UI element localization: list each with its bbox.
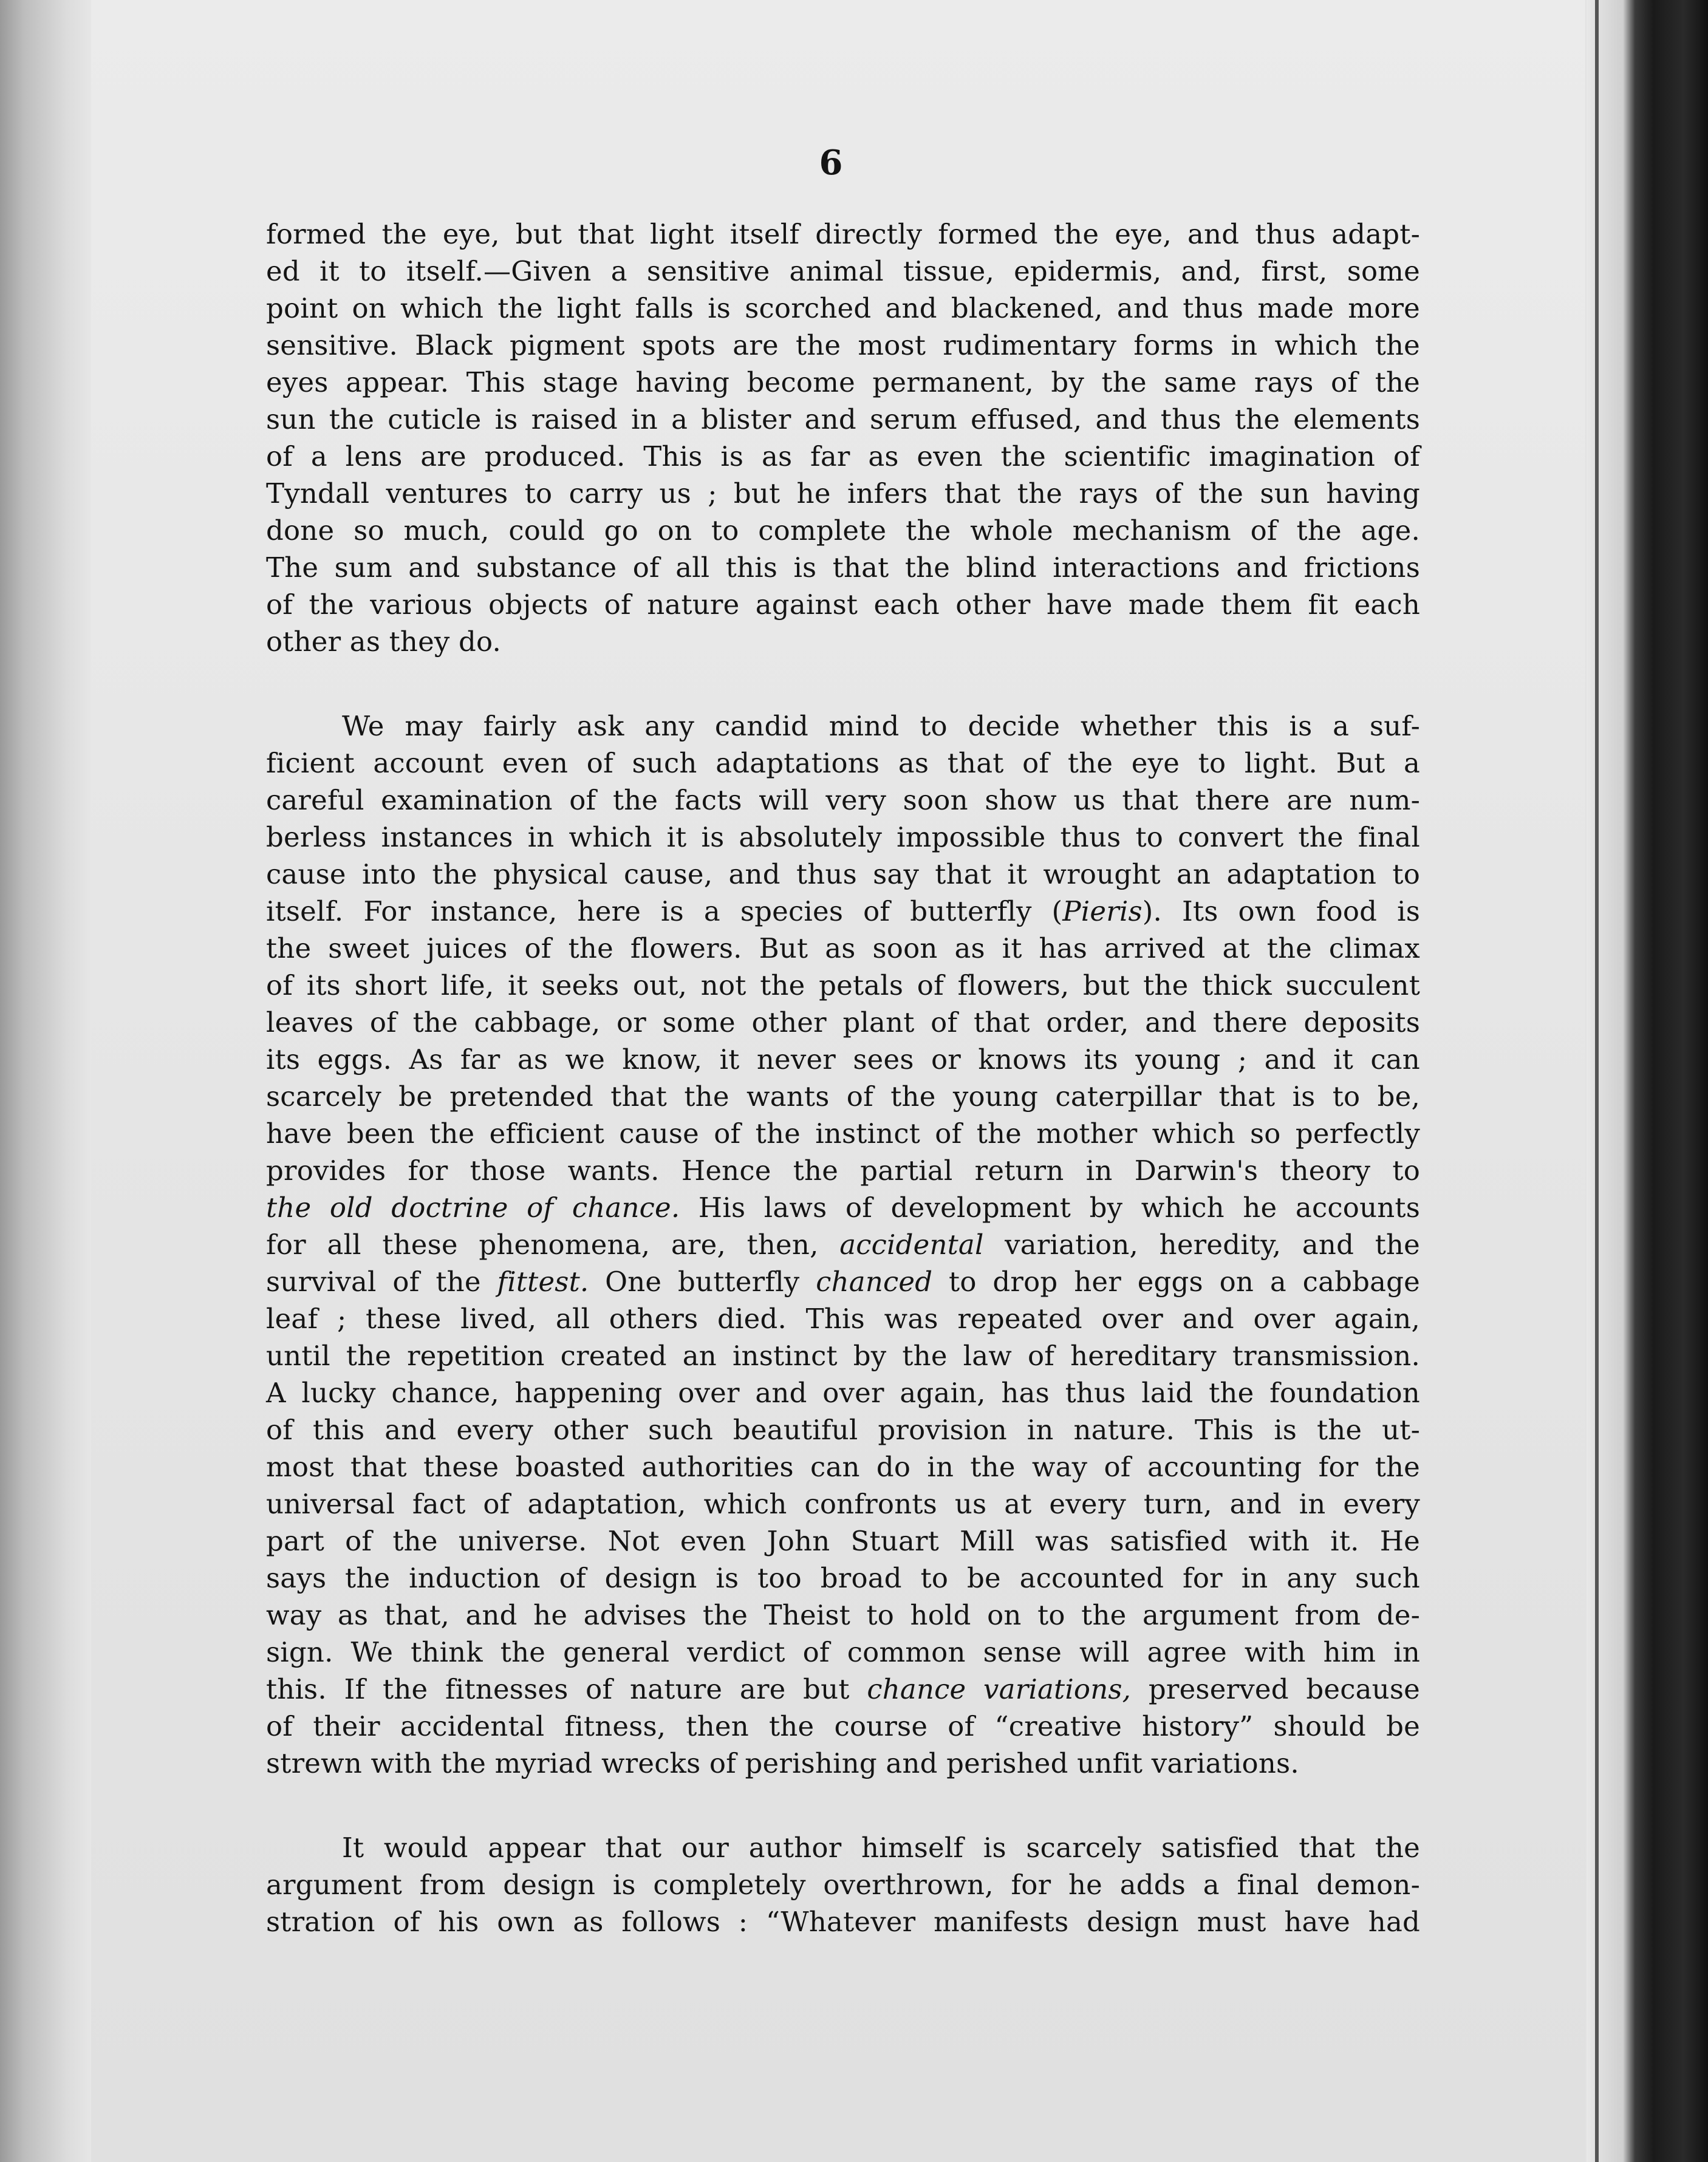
- text-line: berless instances in which it is absolutely impossible thus to convert the final: [266, 821, 1420, 853]
- italic-term: fittest.: [497, 1266, 589, 1298]
- text-line: cause into the physical cause, and thus say that it wrought an adaptation to: [266, 858, 1420, 890]
- text-line: scarcely be pretended that the wants of the young caterpillar that is to be,: [266, 1080, 1420, 1113]
- text-line: [266, 893, 1420, 930]
- text-line: It would appear that our author himself is scarcely satisfied that the: [342, 1832, 1420, 1864]
- text-line: [266, 1226, 1420, 1263]
- paragraph-1: [266, 216, 1420, 660]
- text-line: of a lens are produced. This is as far as even the scientific imagination of: [266, 440, 1420, 472]
- text-line: sensitive. Black pigment spots are the most rudimentary forms in which the: [266, 329, 1420, 361]
- text-segment: One butterfly: [589, 1266, 816, 1298]
- text-line: until the repetition created an instinct by the law of hereditary transmission.: [266, 1340, 1420, 1372]
- text-segment: itself. For instance, here is a species of butterfly (: [266, 895, 1063, 927]
- text-line: leaf ; these lived, all others died. This was repeated over and over again,: [266, 1303, 1420, 1335]
- text-line: careful examination of the facts will very soon show us that there are num-: [266, 784, 1420, 816]
- italic-term: the old doctrine of chance.: [266, 1192, 680, 1224]
- text-segment: survival of the: [266, 1266, 497, 1298]
- italic-term: accidental: [839, 1229, 984, 1261]
- text-line: sun the cuticle is raised in a blister and serum effused, and thus the elements: [266, 403, 1420, 435]
- text-line: most that these boasted authorities can do in the way of accounting for the: [266, 1451, 1420, 1483]
- text-line: the sweet juices of the flowers. But as soon as it has arrived at the climax: [266, 932, 1420, 964]
- text-line: done so much, could go on to complete the whole mechanism of the age.: [266, 514, 1420, 547]
- text-line: stration of his own as follows : “Whatever manifests design must have had: [266, 1906, 1420, 1938]
- text-line: argument from design is completely overthrown, for he adds a final demon-: [266, 1869, 1420, 1901]
- text-line: leaves of the cabbage, or some other plant of that order, and there deposits: [266, 1006, 1420, 1038]
- body-text: [266, 216, 1420, 1940]
- text-line: part of the universe. Not even John Stuart Mill was satisfied with it. He: [266, 1525, 1420, 1557]
- left-page-edge: [0, 0, 91, 2162]
- text-segment: preserved because: [1131, 1673, 1420, 1705]
- text-line: [266, 1671, 1420, 1708]
- text-line: way as that, and he advises the Theist to hold on to the argument from de-: [266, 1599, 1420, 1631]
- paragraph-3: [266, 1829, 1420, 1940]
- text-segment: this. If the fitnesses of nature are but: [266, 1673, 867, 1705]
- text-line: of this and every other such beautiful provision in nature. This is the ut-: [266, 1414, 1420, 1446]
- text-segment: to drop her eggs on a cabbage: [932, 1266, 1420, 1298]
- text-line: [266, 1189, 1420, 1226]
- text-line: point on which the light falls is scorched and blackened, and thus made more: [266, 292, 1420, 324]
- italic-term: Pieris: [1062, 895, 1143, 927]
- text-line: says the induction of design is too broad to be accounted for in any such: [266, 1562, 1420, 1594]
- text-line: other as they do.: [266, 626, 502, 658]
- text-segment: variation, heredity, and the: [983, 1229, 1420, 1261]
- text-line: ed it to itself.—Given a sensitive animal tissue, epidermis, and, first, some: [266, 255, 1420, 287]
- text-line: Tyndall ventures to carry us ; but he infers that the rays of the sun having: [266, 477, 1420, 510]
- text-line: sign. We think the general verdict of common sense will agree with him in: [266, 1636, 1420, 1668]
- text-line: We may fairly ask any candid mind to decide whether this is a suf-: [342, 710, 1420, 742]
- binding-line: [1595, 0, 1599, 2162]
- paragraph-2: [266, 708, 1420, 1782]
- text-line: The sum and substance of all this is that the blind interactions and frictions: [266, 551, 1420, 584]
- text-line: provides for those wants. Hence the partial return in Darwin's theory to: [266, 1154, 1420, 1187]
- italic-term: chanced: [816, 1266, 933, 1298]
- text-line: of the various objects of nature against each other have made them fit each: [266, 588, 1420, 621]
- text-line: formed the eye, but that light itself directly formed the eye, and thus adapt-: [266, 218, 1420, 250]
- text-line: [266, 1263, 1420, 1300]
- text-line: universal fact of adaptation, which confronts us at every turn, and in every: [266, 1488, 1420, 1520]
- text-segment: ). Its own food is: [1142, 895, 1420, 927]
- text-line: its eggs. As far as we know, it never sees or knows its young ; and it can: [266, 1043, 1420, 1076]
- text-line: have been the efficient cause of the instinct of the mother which so perfectly: [266, 1117, 1420, 1150]
- text-line: strewn with the myriad wrecks of perishing and perished unfit variations.: [266, 1747, 1299, 1779]
- text-line: eyes appear. This stage having become permanent, by the same rays of the: [266, 366, 1420, 398]
- text-segment: for all these phenomena, are, then,: [266, 1229, 840, 1261]
- text-line: ficient account even of such adaptations as that of the eye to light. But a: [266, 747, 1420, 779]
- book-binding-gutter: [1587, 0, 1708, 2162]
- text-line: A lucky chance, happening over and over again, has thus laid the foundation: [266, 1377, 1420, 1409]
- page-number: 6: [819, 143, 843, 183]
- text-line: of their accidental fitness, then the course of “creative history” should be: [266, 1710, 1420, 1742]
- text-segment: His laws of development by which he accounts: [680, 1192, 1421, 1224]
- text-line: of its short life, it seeks out, not the petals of flowers, but the thick succulent: [266, 969, 1420, 1001]
- italic-term: chance variations,: [867, 1673, 1132, 1705]
